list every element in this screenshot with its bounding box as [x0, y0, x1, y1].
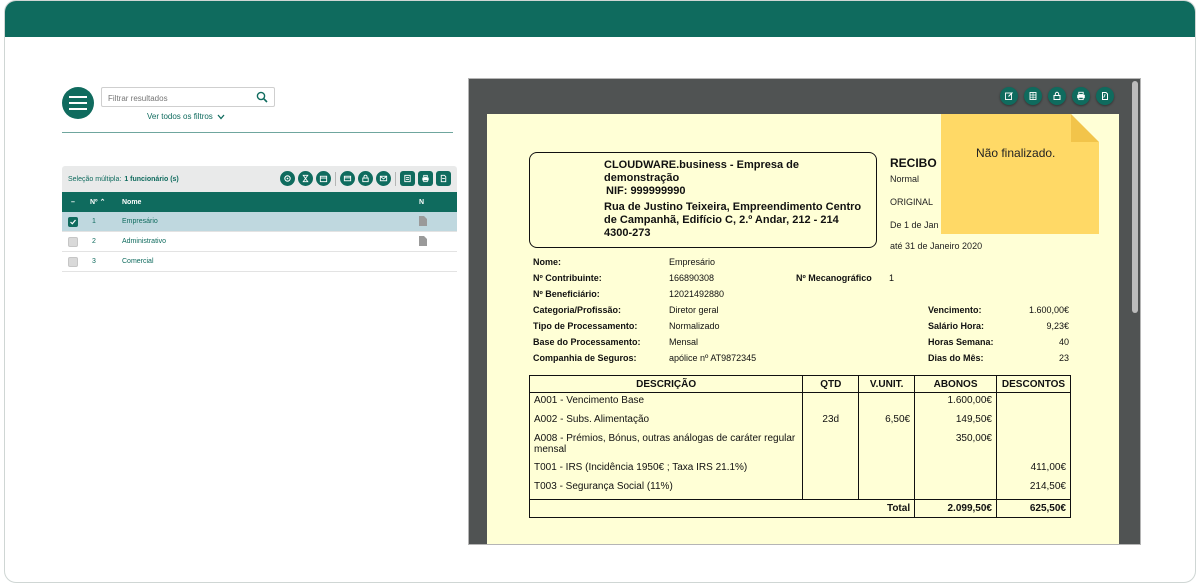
settings-icon[interactable]	[280, 171, 295, 186]
descontos-header: DESCONTOS	[997, 376, 1071, 393]
column-name-header[interactable]: Nome	[122, 198, 142, 206]
taxpayer-label: Nº Contribuinte:	[533, 273, 602, 283]
beneficiary-label: Nº Beneficiário:	[533, 289, 600, 299]
row-name[interactable]: Administrativo	[122, 238, 166, 245]
app-window	[4, 0, 1196, 583]
employee-fields	[487, 114, 1119, 374]
abonos-header: ABONOS	[915, 376, 997, 393]
totals-row	[530, 500, 1071, 518]
receipt-title: RECIBO	[890, 156, 937, 170]
processing-base-label: Base do Processamento:	[533, 337, 641, 347]
company-address: Rua de Justino Teixeira, Empreendimento Centro de Campanhã, Edifício C, 2.º Andar, 212 - 214 4300-273	[604, 201, 862, 239]
processing-base-value: Mensal	[669, 337, 699, 347]
hourly-rate-label: Salário Hora:	[928, 321, 985, 331]
line-item: T003 - Segurança Social (11%) 214,50€	[530, 479, 1071, 500]
category-value: Diretor geral	[669, 305, 719, 315]
receipt-type: Normal	[890, 174, 920, 184]
employee-number-value: 1	[889, 273, 895, 283]
line-item: A008 - Prémios, Bónus, outras análogas de caráter regular mensal 350,00€	[530, 431, 1071, 460]
receipt-lines-table	[529, 375, 1071, 518]
weekly-hours-value: 40	[1058, 337, 1069, 347]
total-descontos: 625,50€	[997, 500, 1071, 518]
card-icon[interactable]	[340, 171, 355, 186]
employee-number-label: Nº Mecanográfico	[796, 273, 872, 283]
bulk-actions-toolbar	[280, 171, 451, 186]
pdf-icon[interactable]	[436, 171, 451, 186]
search-icon[interactable]	[256, 91, 268, 103]
table-header	[62, 192, 457, 212]
show-all-filters-link[interactable]	[147, 112, 225, 121]
period-to: até 31 de Janeiro 2020	[890, 241, 983, 251]
salary-label: Vencimento:	[928, 305, 982, 315]
total-abonos: 2.099,50€	[915, 500, 997, 518]
multi-select-prefix: Seleção múltipla:	[68, 175, 122, 183]
viewer-toolbar	[1000, 87, 1114, 105]
edit-icon[interactable]	[1000, 87, 1018, 105]
employee-table	[62, 166, 457, 272]
print-icon[interactable]	[1072, 87, 1090, 105]
calendar-icon[interactable]	[316, 171, 331, 186]
table-row[interactable]	[62, 252, 457, 272]
processing-type-value: Normalizado	[669, 321, 720, 331]
row-checkbox[interactable]	[68, 257, 78, 267]
pdf-icon[interactable]	[1096, 87, 1114, 105]
multi-select-count: 1 funcionário (s)	[124, 175, 179, 183]
weekly-hours-label: Horas Semana:	[928, 337, 994, 347]
processing-type-label: Tipo de Processamento:	[533, 321, 638, 331]
receipt-page	[487, 114, 1119, 545]
viewer-scrollbar[interactable]	[1132, 81, 1138, 313]
taxpayer-value: 166890308	[669, 273, 715, 283]
mail-icon[interactable]	[376, 171, 391, 186]
hourglass-icon[interactable]	[298, 171, 313, 186]
filters-link-label: Ver todos os filtros	[147, 112, 213, 121]
select-all-toggle[interactable]: –	[71, 198, 75, 206]
multi-select-bar	[62, 166, 457, 192]
column-n-header[interactable]: N	[419, 198, 425, 206]
salary-value: 1.600,00€	[1028, 305, 1069, 315]
row-name[interactable]: Empresário	[122, 218, 158, 225]
lock-icon[interactable]	[1048, 87, 1066, 105]
name-label: Nome:	[533, 257, 562, 267]
divider	[62, 132, 453, 133]
chevron-down-icon	[217, 114, 225, 120]
spreadsheet-icon[interactable]	[1024, 87, 1042, 105]
name-value: Empresário	[669, 257, 716, 267]
line-item: A002 - Subs. Alimentação 23d 6,50€ 149,50€	[530, 412, 1071, 431]
vunit-header: V.UNIT.	[859, 376, 915, 393]
insurance-value: apólice nº AT9872345	[669, 353, 757, 363]
row-name[interactable]: Comercial	[122, 258, 154, 265]
row-number: 1	[92, 218, 96, 225]
row-number: 3	[92, 258, 96, 265]
line-item: T001 - IRS (Incidência 1950€ ; Taxa IRS 21.1%) 411,00€	[530, 460, 1071, 479]
top-bar	[5, 1, 1195, 37]
edit-document-icon[interactable]	[400, 171, 415, 186]
menu-button[interactable]	[62, 87, 94, 119]
print-icon[interactable]	[418, 171, 433, 186]
sticky-note-text: Não finalizado.	[976, 146, 1056, 160]
table-row[interactable]	[62, 212, 457, 232]
row-checkbox[interactable]	[68, 217, 78, 227]
document-icon[interactable]	[419, 236, 427, 246]
beneficiary-value: 12021492880	[669, 289, 725, 299]
column-number-header[interactable]: Nº ⌃	[90, 199, 106, 206]
insurance-label: Companhia de Seguros:	[533, 353, 637, 363]
period-from: De 1 de Jan	[890, 220, 939, 230]
company-name: CLOUDWARE.business - Empresa de demonstração	[604, 159, 799, 184]
qtd-header: QTD	[803, 376, 859, 393]
lock-icon[interactable]	[358, 171, 373, 186]
line-item: A001 - Vencimento Base 1.600,00€	[530, 393, 1071, 412]
table-row[interactable]	[62, 232, 457, 252]
total-label: Total	[530, 500, 915, 518]
search-input[interactable]	[102, 90, 252, 108]
menu-icon	[69, 96, 87, 98]
row-number: 2	[92, 238, 96, 245]
search-box	[101, 87, 275, 107]
lines-header	[530, 376, 1071, 393]
days-month-value: 23	[1058, 353, 1069, 363]
document-icon[interactable]	[419, 216, 427, 226]
days-month-label: Dias do Mês:	[928, 353, 984, 363]
desc-header: DESCRIÇÃO	[530, 376, 803, 393]
category-label: Categoria/Profissão:	[533, 305, 622, 315]
document-viewer	[468, 78, 1141, 545]
receipt-copy: ORIGINAL	[890, 197, 934, 207]
hourly-rate-value: 9,23€	[1046, 321, 1069, 331]
row-checkbox[interactable]	[68, 237, 78, 247]
company-nif: NIF: 999999990	[606, 185, 686, 197]
